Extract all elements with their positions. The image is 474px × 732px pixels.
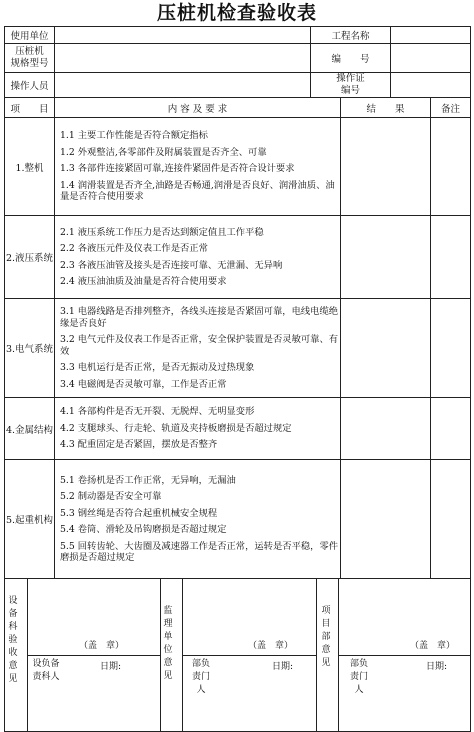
date-label: 日期:: [426, 662, 448, 672]
supervision-label: 监理单位意见: [163, 606, 173, 681]
item-text: 3.1 电器线路是否排列整齐，各线头连接是否紧固可靠，电线电缆绝缘是否良好: [60, 306, 339, 329]
item-text: 5.4 卷筒、滑轮及吊钩磨损是否超过规定: [60, 524, 227, 535]
result-cell[interactable]: [341, 118, 431, 216]
seal-text: （盖 章）: [248, 641, 294, 651]
item-text: 2.3 各液压油管及接头是否连接可靠、无泄漏、无异响: [60, 259, 283, 271]
person-label: 部负责门人: [191, 659, 210, 695]
number-label: 编 号: [311, 44, 391, 73]
item-text: 4.3 配重固定是否紧固，摆放是否整齐: [60, 439, 218, 451]
item-text: 1.3 各部件连接紧固可靠,连接件紧固件是否符合设计要求: [60, 163, 295, 175]
result-cell[interactable]: [341, 460, 431, 579]
remark-cell[interactable]: [431, 299, 471, 398]
item-text: 5.2 制动器是否安全可靠: [60, 491, 162, 502]
item-text: 2.1 液压系统工作压力是否达到额定值且工作平稳: [60, 226, 264, 238]
item-text: 1.1 主要工作性能是否符合额定指标: [60, 130, 208, 142]
equipment-dept-block: [5, 579, 161, 731]
item-text: 4.1 各部构件是否无开裂、无脱焊、无明显变形: [60, 406, 255, 418]
supervision-block: [160, 579, 317, 731]
use-unit-value[interactable]: [55, 27, 311, 44]
col-header-remark: 备注: [431, 98, 471, 118]
item-text: 5.5 回转齿轮、大齿圈及减速器工作是否正常，运转是否平稳，零件磨损是否超过规定: [60, 540, 339, 563]
remark-cell[interactable]: [431, 118, 471, 216]
remark-cell[interactable]: [431, 216, 471, 299]
model-label: 压桩机 规格型号: [5, 44, 55, 73]
date-label: 日期:: [272, 662, 294, 672]
col-header-content: 内 容 及 要 求: [55, 98, 341, 118]
item-text: 2.2 各液压元件及仪表工作是否正常: [60, 243, 208, 254]
use-unit-label: 使用单位: [5, 27, 55, 44]
model-value[interactable]: [55, 44, 311, 73]
section-items: [55, 299, 341, 398]
cert-value[interactable]: [391, 73, 471, 98]
section-name: 1.整机: [5, 118, 55, 216]
seal-text: （盖 章）: [410, 641, 456, 651]
section-name: 3.电气系统: [5, 299, 55, 398]
project-dept-block: [316, 579, 471, 731]
item-text: 4.2 支腿球头、行走轮、轨道及夹持板磨损是否超过规定: [60, 422, 292, 434]
section-items: [55, 398, 341, 460]
remark-cell[interactable]: [431, 398, 471, 460]
section-name: 4.金属结构: [5, 398, 55, 460]
item-text: 3.4 电磁阀是否灵敏可靠，工作是否正常: [60, 378, 227, 390]
item-text: 1.4 润滑装置是否齐全,油路是否畅通,润滑是否良好、润滑油质、油量是否符合使用要求: [60, 179, 335, 203]
section-items: [55, 118, 341, 216]
col-header-result: 结 果: [341, 98, 431, 118]
equipment-dept-label: 设备科验收意见: [8, 596, 18, 684]
item-text: 5.3 钢丝绳是否符合起重机械安全规程: [60, 507, 218, 519]
col-header-item: 项 目: [5, 98, 55, 118]
sign-off-row: [5, 579, 471, 732]
section-name: 5.起重机构: [5, 460, 55, 579]
item-text: 1.2 外观整洁,各零部件及附属装置是否齐全、可靠: [60, 146, 267, 158]
project-name-value[interactable]: [391, 27, 471, 44]
number-value[interactable]: [391, 44, 471, 73]
result-cell[interactable]: [341, 299, 431, 398]
result-cell[interactable]: [341, 216, 431, 299]
person-label: 部负责门人: [349, 659, 368, 695]
section-items: [55, 460, 341, 579]
remark-cell[interactable]: [431, 460, 471, 579]
operator-label: 操作人员: [5, 73, 55, 98]
section-items: [55, 216, 341, 299]
cert-label: 操作证 编号: [311, 73, 391, 98]
operator-value[interactable]: [55, 73, 311, 98]
seal-text: （盖 章）: [79, 641, 125, 651]
item-text: 5.1 卷扬机是否工作正常，无异响，无漏油: [60, 474, 236, 486]
item-text: 3.3 电机运行是否正常，是否无振动及过热现象: [60, 362, 255, 373]
project-name-label: 工程名称: [311, 27, 391, 44]
item-text: 2.4 液压油油质及油量是否符合使用要求: [60, 276, 227, 287]
section-name: 2.液压系统: [5, 216, 55, 299]
form-title: 压桩机检查验收表: [156, 2, 317, 24]
person-label: 设负备责科人: [32, 659, 60, 682]
date-label: 日期:: [100, 662, 122, 672]
item-text: 3.2 电气元件及仪表工作是否正常，安全保护装置是否灵敏可靠、有效: [60, 334, 339, 357]
result-cell[interactable]: [341, 398, 431, 460]
inspection-form-table: [4, 26, 471, 732]
project-dept-label: 项目部意见: [321, 606, 331, 668]
